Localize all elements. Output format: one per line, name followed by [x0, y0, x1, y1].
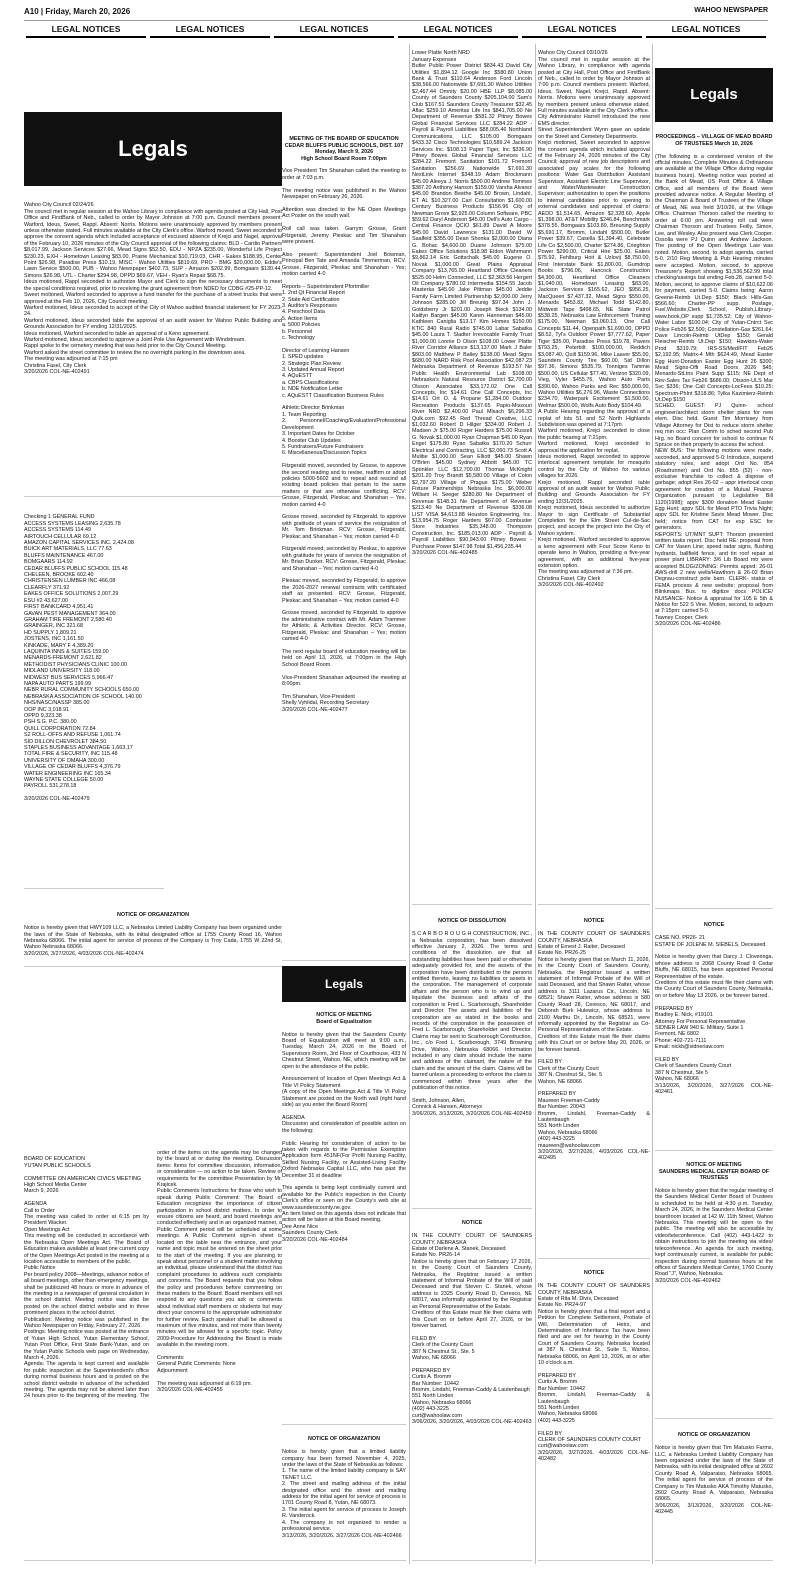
notice-body: Notice is hereby given that a limited liability company has been formed November 4, 2025, under the laws of the State of Nebraska as follows: 1. The name of the limited liability company is SAY TENET LLC. 2. The street and mailing address of the initial designated office and the street and mailing address for the initial agent for service of process is 1701 County Road 8, Yutan, NE 68073. 3. The initial agent for service of process is Joseph R. Vanderock. 4. The company is not organized to render a professional service. 3/13/2026, 3/20/2026, 3/27/2026 COL-NE-402466	[282, 1449, 406, 1539]
notice-mead-proceedings	[655, 128, 773, 909]
banner-label: LEGAL NOTICES	[398, 24, 518, 38]
banner-label: LEGAL NOTICES	[522, 24, 642, 38]
notice-body: Wahoo City Council 02/24/26 The council met in regular session at the Wahoo Library in compliance with agenda posted at City Hall, Post Office and FirstBank of Neb., called to order by Mayor Johnson at 7:00 p.m. Council members present: Warford, Ideus, Sweet, Rappl. Absent: Norris. Motions were unanimously approved by members present unless otherwise stated. Full minutes available at the City Clerk's office. Warford moved, Sweet seconded to approve the consent agenda which included acceptance of excused absence of Krejci and Nagel, approval of the February 10, 2026 minutes of the City Council approval of the following claims: BLD - Cardio Partners $8,017.99, Jackson Services $27.66, Mead Signs $52.50, EDU - NPZA $235.00, Wonderful Life Project $230.23, EXH - Hometown Leasing $83.00, Prairie Mechanical $10,719.03, CHR - Eakes $188.95, Center Point $26.98, Paradise Press $10.19, MISC - Wahoo Utilities $819.69, PRO - BMG $20,000.00, Eddie's Lawn Service $500.00, PUB - Wahoo Newspaper $402.73, SUP - Amazon $202.99, Bomgaars $130.44, Simons $26.98, UTL - Charter $294.98, OPPD $69.67, VEH - Ryan's Repair $68.75. Ideus motioned, Rappl seconded to authorize Mayor and Clerk to sign the necessary documents to meet the special conditions required, prior to receiving the grant agreement from NDED for CDBG #25-PP-12. Sweet motioned, Warford seconded to approve a fund transfer for the purchase of a street trucks that were approved at the Feb 10, 2026, City Council meeting. Warford motioned, Ideus seconded to accept of the City of Wahoo audited financial statement for FY 2023-24. Warford motioned, Ideus seconded table the approval of an audit waiver for Wahoo Public Building and Grounds Association for FY ending 12/31/2025. Ideus motioned, Warford seconded to table an approval of a Keno agreement. Warford motioned, Ideus seconded to approve a Joint Pole Use Agreement with Windstream. Rappl spoke to the cemetery meeting that was held prior to the City Council Meeting. Warford asked the street committee to review the no overnight parking in the downtown area. The meeting was adjourned at 7:15 pm Christina Fasel, City Clerk 3/20/2026 COL-NE-402491	[24, 202, 282, 375]
notice-wahoo-council-0310	[538, 44, 650, 905]
notice-body: IN THE COUNTY COURT OF SAUNDERS COUNTY, NEBRASKA Estate of Rita M. Divis, Deceased Estate No. PR24-97 Notice is hereby given that a final report and a Petition for Complete Settlement, Probate of Will, Determination of Heirs, and Determination of Inheritance Tax have been filed and are set for hearing in the County Court of Saunders County, Nebraska located at 387 N. Chestnut St., Suite 5, Wahoo, Nebraska 68066, on April 13, 2026, at or after 10 o'clock a.m. PREPARED BY Curtis A. Bromm Bar Number: 10442 Bromm, Lindahl, Freeman-Caddy & Lautenbaugh 551 North Linden Wahoo, Nebraska 68066 (402) 443-3225 FILED BY CLERK OF SAUNDERS COUNTY COURT curt@wahoolaw.com 3/20/2026, 3/27/2026, 4/03/2026 COL-NE-402482	[538, 1283, 650, 1463]
notice-say-tenet	[282, 1430, 406, 1561]
notice-body: Notice is hereby given that the Saunders County Board of Equalization will meet at 9:00 a.m., Tuesday, March 24, 2026 in the Board of Supervisors Room, 3rd Floor of Courthouse, 433 N Chestnut Street, Wahoo, NE, which meeting will be open to the attendance of the public. Announcement of location of Open Meetings Act & Title VI Policy Statement (A copy of the Open Meetings Act & Title VI Policy Statement are posted on the North wall (right hand side) as you enter the Board Room) AGENDA Discussion and consideration of possible action on the following: Public Hearing for consideration of action to be taken with regards to the Permissive Exemption Application form 451NF(For Profit Nursing Facility, Skilled Nursing Facility, or Assisted-Living Facility Oxford Nebraska Capital LLC, who has past the December 31 st deadline This agenda is being kept continually current and available for the Public's inspection in the County Clerk's office or seen on the County's web site at www.saunderscounty.ne.gov. An item listed on this agenda does not indicate that action will be taken at this Board meeting. Dee Anne Nice Saunders County Clerk 3/20/2026 COL-NE-402484	[282, 1031, 406, 1243]
notice-title: NOTICE OF ORGANIZATION	[307, 1436, 381, 1443]
notice-body: Checking 1 GENERAL FUND ACCESS SYSTEMS LEASING 2,635.78 ACCESS SYSTEMS 114.49 AIRTOUCH CELLULAR 69.12 AMAZON CAPITAL SERVICES INC. 2,424.08 BUICK ART MATERIALS, LLC 77.63 BLUFFS MAINTENANCE 467.00 BOMGAARS 114.92 CEDAR BLUFFS PUBLIC SCHOOL 115.48 CHELEEN, BROOKE 602.40 CHRISTENSEN LUMBER INC 466.08 CLEARFLY 371.92 EAKES OFFICE SOLUTIONS 2,007.29 ESU #2 43,627.00 FIRST BANKCARD 4,951.41 GAVAN PEST MANAGEMENT 364.00 GRAHAM TIRE FREMONT 2,580.40 GRAINGER, INC 321.68 HD SUPPLY 1,809.21 JOSTENS, INC 1,161.50 KINKADE, MARY F 4,389.20 LAQUINTA INNS & SUITES 159.00 MENARDS-FREMONT 2,621.82 METHODIST PHYSICIANS CLINIC 100.00 MIDLAND UNIVERSITY 118.00 MIDWEST BUS SERVICES 5,966.47 NAPA AUTO PARTS 199.99 NEBR RURAL COMMUNITY SCHOOLS 650.00 NEBRASKA ASSOCIATION OF SCHOOL 140.00 NHS/NASC/NASSP 385.00 OOP INC 3,018.91 OPPD 9,323.38 PSH S.G. P.C. 380.00 QUILL CORPORATION 72.84 S2 ROLL-OFFS AND REFUSE 1,061.74 SID DILLON CHEVROLET 384.50 STAPLES BUSINESS ADVANTAGE 1,663.17 TOTAL FIRE & SECURITY, INC 115.48 UNIVERSITY OF OMAHA 300.00 VILLAGE OF CEDAR BLUFFS 4,376.79 WATER ENGINEERING INC 165.34 WAYNE STATE COLLEGE 50.00 PAYROLL 531,278.18 3/20/2026 COL-NE-402479	[24, 514, 142, 803]
notice-body: Notice is hereby given that Tim Matusko Farms, LLC, a Nebraska Limited Liability Company has been organized under the laws of the State of Nebraska, with its initial designated office at 2602 County Road A, Valparaiso, Nebraska 68065. The initial agent for service of process of the Company is Tim Matusko AKA Timothy Matusko, 2602 County Road A, Valparaiso, Nebraska 68065. 3/06/2026, 3/13/2026, 3/20/2026 COL-NE-402445	[655, 1445, 773, 1516]
column-divider	[535, 44, 536, 1564]
banner-label: LEGAL NOTICES	[150, 24, 270, 38]
notice-cedar-bluffs-board	[282, 130, 406, 961]
notice-title: NOTICE	[583, 1270, 605, 1277]
notice-wahoo-council-0224	[24, 196, 282, 497]
banner-label: LEGAL NOTICES	[274, 24, 394, 38]
publication-name: WAHOO NEWSPAPER	[694, 7, 768, 14]
notice-raiter-estate	[538, 912, 650, 1259]
notice-title: NOTICE OF MEETING Board of Equalization	[316, 1012, 372, 1025]
notice-body: IN THE COUNTY COURT OF SAUNDERS COUNTY, NEBRASKA Estate of Ernest J. Raiter, Deceased Estate No. PR26-25 Notice is hereby given that on March 11, 2026, in the County Court of Saunders County, Nebraska, the Registrar issued a written statement of Informal Probate of the Will of said Deceased, and that Shawn Raiter, whose address is 3111 Lazarus Cir., Lincoln, NE 68521; Shawn Raiter, whose address is 580 County Road 28, Ceresco, NE 68017, and Deborah Burk Hulewicz, whose address is 2100 Marthu Dr., Lincoln, NE 68521, were informally appointed by the Registrar as Co-Personal Representatives of the Estate. Creditors of this Estate must file their claims with this Court on or before May 20, 2026, or be forever barred. FILED BY Clerk of the County Court 387 N. Chestnut St., Ste. 5 Wahoo, NE 68066 PREPARED BY Maureen Freeman-Caddy Bar Number: 20043 Bromm, Lindahl, Freeman-Caddy & Lautenbaugh 551 North Linden Wahoo, Nebraska 68066 (402) 443-3225 maureen@wahoolaw.com 3/20/2026, 3/27/2026, 4/03/2026 COL-NE-402495	[538, 931, 650, 1162]
notice-divis-estate	[538, 1264, 650, 1561]
notice-body: S C A R B O R O U G H CONSTRUCTION, INC., a Nebraska corporation, has been dissolved effective January 2, 2026. The terms and conditions of the dissolution are that all outstanding liabilities have been paid or otherwise adequately provided for, and the assets of the corporation have been distributed to the persons entitled thereto, leaving no liabilities or assets in the corporation. The management of corporate affairs and the person who is to wind up and liquidate the business and affairs of the corporation is Fred L. Scarborough, Shareholder and Director. The assets and liabilities of the corporation are as stated in the books and records of the corporation in the possession of Fred L. Scarborough, Shareholder and Director. Claims may be sent to Scarborough Construction, Inc., c/o Fred L. Scarborough, 3749 Browning Drive, Wahoo, Nebraska 68066. Information included in any claim should include the name and address of the claimant, the nature of the claim and the amount of the claim. Claims will be barred unless a proceeding to enforce the claim is commenced within three years after the publication of this notice. Smith, Johnson, Allen, Connick & Hansen, Attorneys 3/06/2026, 3/13/2026, 3/20/2026 COL-NE-402459	[412, 931, 532, 1117]
notice-title: PROCEEDINGS – VILLAGE OF MEAD BOARD OF TRUSTEES March 10, 2026	[655, 134, 773, 147]
notice-title: NOTICE	[583, 918, 605, 925]
notice-body: Notice is hereby given that HWY109 LLC, a Nebraska Limited Liability Company has been organized under the laws of the State of Nebraska, with its initial designated office at 1755 County Road 16, Wahoo Nebraska 68066. The initial agent for service of process of the Company is Troy Cada, 1755 W 22nd St, Wahoo Nebraska 68066. 3/20/2026, 3/27/2026, 4/03/2026 COL-NE-402474	[24, 925, 282, 957]
notice-title: NOTICE OF MEETING SAUNDERS MEDICAL CENTER BOARD OF TRUSTEES	[658, 1162, 770, 1182]
notice-school-claims	[24, 508, 164, 889]
notice-body: Lower Platte North NRD January Expenses Butler Public Power District $834.43 David City Utilities $1,894.12 Google Inc $580.80 Union Bank & Trust $110.64 Anderson Ford Lincoln $38,566.00 Nationwide $7,691.30 Wahoo Utilities $2,467.44 Omnity $20.00 HBE LLP $8,085.00 County of Saunders County $205,104.00 Sam's Club $167.51 Saunders County Treasurer $32.45 Aflac $259.10 Ameritas Life Ins $841,705.00 Ne Department of Revenue $581.32 Pitney Bowes Global Financial Services LLC $284.22 ADP - Payroll & Payroll Liabilities $88,005.46 Northland Communications, LLC $105.00 Bomgaars $433.32 Cisco Technologies $10,589.24 Jackson Services Inc. $108.13 Paper Tiger, Inc $336.90 Pitney Bowes Global Financial Services LLC $284.22 Fremont Sanitation $101.72 Fremont Sanitation $256.69 Nationwide $7,691.30 NextLink Internet $348.19 Adam Brockmann $45.00 Aleeya J. Norris $500.00 Andrew Tommes $387.20 Anthony Hanson $159.00 Varsha Alvarez $45.00 Brandon Beethe $45.00 Brown, Lindahl, ET AL $10,327.00 Carl Consultation $1,600.00 Century Business Products $156.96 City of Newman Grove $2,925.00 Column Software, PBC $59.62 Daryl Anderson $45.00 Dell's Auto Cargo - Central Finance QCIO $61.89 David A Moore $45.00 David Lawrence $131.00 David W Saalfeld $355.00 Dean Shonka $2,000.00 Diana G. Bohac $4,600.00 Duane Johnson $75.00 Eakes Office Solutions $18.98 Eldon Wahrmann $9,862.14 Eric Gottschalk $45.00 Eugene O. Novak $1,000.00 Great Plains Appraisal Company $13,765.00 Heartland Office Cleaners $525.00 Helm Connected, LLC $2,363.56 Hergert Oil Company $780.02 Intermedia $154.55 Jacob Masterka $45.00 Jake Pittman $45.00 Jeddie Family Farm Limited Partnership $2,000.00 Jerry Johnson $285.00 Jill Breunig $97.34 John J. Goldsberry Jr $201.00 Joseph Bieck $134.00 Kaitlyn Bargen $45.00 Karen Hanneman $45.00 Kathleen Caniglia $13.17 Kim Homes $150.00 KTIC 840 Rural Radio $745.00 Labar Sabatka $45.00 Laura T. Sladter Irrevocable Family Trust $1,000.00 Lonnie D Olson $108.00 Lower Platte River Corridor Alliance $13,137.00 Mark J Baler $803.00 Matthew P Bailey $138.00 Mead Signs $680.00 NARD Risk Pool Association $42,087.23 Nebraska Department of Revenue $193.57 Ne Public Health Environmental Lab $108.00 Nebraska's Natural Resource District $2,700.00 Olsson Associates $33,172.02 One Call Concepts, Inc $14.61 One Call Concepts, Inc $14.61 Ort O. & Propane $1,284.00 Outdoor Recreation Products $137.65 Papio-Missouri River NRD $2,400.00 Paul Mlsach $6,296.33 Qulk.com $92.45 Red Thread Creative, LLC $1,032.60 Robert D Hilger $334.00 Robert J. Madsen Jr $75.00 Roger Harders $75.00 Russell G. Novak $1,000.00 Ryan Chapman $45.00 Ryan Engel $175.80 Ryan Sabatka $170.20 Schurr Electrical and Contracting, LLC $2,060.73 Scott A Mulitie $1,000.00 Sean Elliott $45.00 Shawn O'Brien $45.00 Sydney Abbott $45.00 TC Sprinkler LLC $12,700.00 Thomas McKnight $201.20 Troy Brandt $5,580.00 Village of Colon $2,797.20 Village of Prague $175.00 Weber Fixture Partnerships Nebraska Inc. $6,000.00 William H. Seeger $280.80 Ne Department of Revenue $148.31 Ne Department of Revenue $213.40 Ne Department of Revenue $336.08 LIST VISA $4,613.88 Houston Engineering, Inc. $13,954.75 Roger Harders $67.00 Combuster Store Industries $35,348.00 Thompson Construction, Inc. $185,013.00 ADP - Payroll & Payroll Liabilities $90,943.60 Pitney Bowes - Purchase Power $147.98 Total $1,456,235.44 3/20/2026 COL-NE-402485	[412, 50, 532, 557]
notice-siebels-estate	[655, 916, 773, 1151]
page-header	[24, 6, 768, 21]
page-label: A10 | Friday, March 20, 2026	[24, 7, 131, 16]
legals-heading: Legals	[282, 966, 406, 1002]
notice-body: CASE NO. PR26- 21 ESTATE OF JOLENE M. SIEBELS, Deceased. Notice is hereby given that Darcy J. Cloveringa, whose address is 2068 County Road 9 Cedar Bluffs, NE 68015, has been appointed Personal Representative of the estate. Creditors of this estate must file their claims with the County Court of Saunders County, Nebraska, on or before May 13 2026, or be forever barred. PREPARED BY Bradley E. Nick, #19101 Attorney For Personal Representative SIDNER LAW 940 E. Military, Suite 1 Fremont, NE 6802 Phone: 402-721-7111 Email: nickb@sidnerlaw.com FILED BY Clerk of Saunders County Court 387 N Chestnut, Ste 5 Wahoo, NE 68066 3/13/2026, 3/20/2026, 3/27/2026 COL-NE-402461	[655, 935, 773, 1095]
notice-title: NOTICE	[703, 922, 725, 929]
column-divider	[409, 44, 410, 1564]
notice-title: NOTICE OF ORGANIZATION	[677, 1432, 751, 1439]
notice-title: NOTICE OF DISSOLUTION	[438, 918, 506, 925]
notice-matusko-farms	[655, 1426, 773, 1561]
banner-label: LEGAL NOTICES	[26, 24, 146, 38]
notice-body: Notice is hereby given that the regular meeting of the Saunders Medical Center Board of Trustees is scheduled to be held at 4:30 p.m. Tuesday, March 24, 2026, in the Saunders Medical Center boardroom located at 142 W. 11th Street, Wahoo Nebraska. This meeting will be open to the public. The meeting will also be accessible by video/teleconference. Call (402) 443-1422 to obtain instructions to join the meeting via video/ teleconference. An agenda for such meeting, kept continuously current, is available for public inspection during normal business hours at the offices of Saunders Medical Center, 1760 County Road "J", Wahoo, Nebraska. 3/20/2026 COL-NE-402462	[655, 1188, 773, 1284]
notice-scarborough-dissolution	[412, 912, 532, 1209]
notice-board-of-equalization	[282, 1006, 406, 1425]
notice-title: MEETING OF THE BOARD OF EDUCATION CEDAR BLUFFS PUBLIC SCHOOLS, DIST. 107 Monday, March 9, 2026 High School Board Room 7:00pm	[284, 136, 404, 162]
legals-heading: Legals	[655, 68, 773, 122]
legals-heading: Legals	[24, 112, 282, 186]
notice-yutan-board	[24, 1150, 282, 1561]
notice-body: BOARD OF EDUCATION YUTAN PUBLIC SCHOOLS COMMITTEE ON AMERICAN CIVICS MEETING High School Media Center March 9, 2026 AGENDA Call to Order The meeting was called to order at 6:15 pm by President Wacker. Open Meetings Act This meeting will be conducted in accordance with the Nebraska Open Meetings Act. The Board of Education makes available at least one current copy of the Open Meetings Act posted in the meeting at a location accessible to members of the public. Public Notice Per board policy 2008—Meetings, advance notice of all board meetings, other than emergency meetings, shall be publicized 48 hours or more in advance of the meeting in a newspaper of general circulation in the school district. Meeting notice was also be posted on the school district website and in three prominent places in the school district. Publication: Meeting notice was published in the Wahoo Newspaper on Friday, February 27, 2026. Postings: Meeting notice was posted at the entrance of Yutan High School, Yutan Elementary School, Yutan Post Office, First State Bank-Yutan, and on the Yutan Public Schools web page on Wednesday, March 4, 2026. Agenda: The agenda is kept current and available for public inspection at the Superintendent's office during normal business hours and is posted on the school district website in advance of the scheduled meeting. The agenda may not be altered later than 24 hours prior to the beginning of the meeting. The order of the items on the agenda may be changed by the board at or during the meeting. Discussion items: Items for committee discussion, information, or consideration — no action to be taken. Review of requirements for the committee Presentation by Mr. Krajicek. Public Comments Instructions for those who wish to speak during Public Comment: The Board of Education recognizes the importance of citizen participation in school district matters. In order to ensure citizens are heard, and board meetings are conducted effectively and in an organized manner, a Public Comment period will be scheduled at some meetings. A Public Comment sign-in sheet is located on the table near the entrance, and your name and topic must be entered on the sheet prior to the start of the meeting. If you are planning to speak about personnel or a student matter involving an individual, please understand that the district has complaint procedures to address such complaints and concerns. The Board requests that you follow the policy and procedures before commenting on these matters to the Board. Board members will not respond to any questions you ask or comments about individual staff members or students but may direct your concerns to the appropriate administrator for further review. Each speaker shall be allowed a maximum of five minutes, and not more than twenty minutes will be allowed for a specific topic. Policy 2009-Procedure for Addressing the Board is made available in the meeting room. Comments: General Public Comments: None Adjournment The meeting was adjourned at 6:19 pm. 3/20/2026 COL-NE-402455	[24, 1150, 282, 1400]
legal-notices-banner	[24, 24, 768, 38]
banner-label: LEGAL NOTICES	[646, 24, 766, 38]
notice-body: (The following is a condensed version of the official minutes. Complete Minutes & Ordinances are available at the Village Office during regular business hours). Meeting notice was posted at the Bank of Mead, US Post Office & Village Office, and all members of the Board were provided advance notice. A Regular Meeting of the Chairman & Board of Trustees of the Village of Mead, NE was held 3/10/26, at the Village Office. Chairman Thorson called the meeting to order at 6:00 pm. Answering roll call were Chairman Thorson and Trustees Feilly, Simon, Lee, and Wesley. Also present was Clerk Cooper. Ossolla were PJ Quinn and Andrew Jackson. The posting of the Open Meetings Law was noted. Motion, second, to adopt agenda, carried 5-0. 2/10 Reg Meeting & Pub Hearing minutes were accepted. Motion, second, to approve Treasurer's Report showing $1,536,562.99 total checking/savings bal ending Feb.28, carried 5-0. Motion, second, to approve claims of $10,622.06 for payment, carried 5-0. Claims being: Aaron Greene-Reimb Ut.Dep $150; Black Hills-Gas $566.60; Charter-PP supp. Postage, Fuel,Website,Clerk School, Publish,Library-www.book,OP supp $1,735.52; City of Wahoo-Water Labor $100.04; City of Yutan-Cntrct Svc Police Feb26 $2,500; Constellation-Gas $261.64; Dave Lincoln-Reimb UtDep $150; Gerald Fleischer-Reimb Ut.Dep $150; Hawkins-Water Prod $319.79; IRS-SS/Med/FIT Feb26 $2,192.95; Matrix-4 Mth $624.49, Mead Easter Egg Hunt-Donation Easter Egg Hunt 26 $300; Mead Signs-Offi Road Doors 2026 $45; Menards-StLtns Paint Supp $115; NE Dept of Rev-Sales Tax Feb26 $686.00; Olsson-ULS Mar Svc $336; One Call Concepts-LocFees $10.25; Spectrum-PhInt $318.86; Tylka Kazimierz-Reimb Ut.Dep $150 SCHED. GUEST: PJ Quinn- school engineer/architect storm shelter plans for new elem. Disc held. Guest Tim Morrissey from Village Attorney for Dist to reduce storm shelter req min occ: Plan Comm to sched second Pub Hrg. no Board concern for school to continue N Spruce on their property to access the school. NEW BUS: The following motions were made, seconded, and approved 5-0: Introduce, suspend statutory rules, and adopt Ord No. 854 (Roadrunner) and Ord No. 855 (52) - non-exclusive franchise to collect & dispose of garbage; adopt Res 26-02 – appr interlocal coop agreement for creation of a Mutual Finance Organization pursuant to Legislative Bill 1120(1998); appv $300 donation Mead Easter Egg Hunt; appv SDL for Mead PTO Trivia Night; appv SDL for Kristine Savis Mead Mower. Disc held; notice from CAT for exp ESC for generators. REPORTS: UT/MNT SUPT: Thorson presented written tasks report. Disc held RE: proposal from CAT for Vasen Line; speed radar signs, flushing hydrants, ballfield fence, and tin roof repair at power plant LIBRARY: 3/6 Lib Board mtr were accepted BLDG/ZONING: Permits appvd: 26-01 AWS-drill 2 new wells/Hawthorn & 26-02 Brian Degnau-construct pole barn. CLERK- status of FEMA process & new website; proposal from Blinkmaps Bus. to digitize docs POLICE/ NUISANCE- Notice & appraisal for 105 E 5th & Notice for 522 S Vine. Motion, second, to adjourn at 7:15pm: carried 5-0. Tawney Cooper, Clerk 3/20/2026 COL-NE-402486	[655, 153, 773, 628]
notice-body: Wahoo City Council 03/10/26 The council met in regular session at the Wahoo Library, in compliance with agenda posted at City Hall, Post Office and FirstBank of Neb., called to order by Mayor Johnson at 7:00 p.m. Council members present: Warford, Ideus, Sweet, Nagel, Krejci, Rappl. Absent: Norris. Motions were unanimously approved by members present unless otherwise stated. Full minutes available at the City Clerk's office. City Administrator Harrell introduced the new EMS director. Street Superintendent Wynn gave an update on the Street and Cemetery Departments. Krejci motioned, Sweet seconded to approve the consent agenda which included approval of the February 24, 2026 minutes of the City Council; approval of new job descriptions and associated pay scales for the following positions: Water Gas Distribution Assistant Supervisor, Assistant Electric Line Supervisor, and Water/Wastewater Construction Supervisor; authorization to open the positions to internal candidates prior to opening to external candidates and approval of claims: AEDD $1,514.65, Amazon $2,328.60, Apple $1,398.00, AT&T Mobility $246.84, Benchmark $378.55, Bomgaars $103.89, Breuning Supply $5,691.17, Bromm, Lindahl $500.00, Butler Power $39.67, Casella $1,394.40, Celebrate Life Co $2,500.00, Charter $274.86, Crieghton Power $290.00, Critical Hire $25.00, Eakes $75.92, Fehlburg Hoit & Uzlovij $8,750.00, First Interstate Bank $1,800.00, Gumdrop Books $796.06, Hancock Construction $4,300.00, Heartland Office Cleaners $1,040.00, Hometown Leasing $83.00, Jackson Services $165.62, JEO $956.25, MacQueen $7,437.32, Mead Signs $550.00, Menards $453.82, Michael Todd $142.80, Midwest Tape $498.65, NE State Patrol $538.25, Nebraska Law Enforcement Training $175.00, Neeman $3,060.13, One Call Concepts $11.44, Openpath $1,690.00, OPPD $8.52, Tyl's Outdoor Power $7,777.62, Paper Tiger $35.00, Paradise Press $19.78, Pavers $793.25, Peterbilt $100,000.00, Reddich $3,087.40, Quill $159.96, Mike Laaver $55.00, Saunders County Tire $60.00, Sid Dillon $97.36, Simons $535.79, Tonniges Tammie $500.00, US Cellular $77.40, Verizon $320.09, Vieg, Vyler $455.76, Wahoo Auto Parts $390.60, Wahoo Parks and Rec $50,000.00, Wahoo Utilities $6,276.96, Waste Connections $234.70, Waterpark Excitement $1,500.00, Welmar $500.00, Wolfs Auto Body $104.49. A Public Hearing regarding the approval of a replat of lots 51 and 52 North Highlands Subdivision was opened at 7:17pm. Warford motioned, Krejci seconded to close the public hearing at 7:21pm. Warford motioned, Krejci seconded to approval the application for replat. Ideus motioned, Rappl seconded to approve interlocal agreement template for mosquito control by the City of Wahoo for various villages for 2026. Krejci motioned, Rappl seconded table approval of an audit waiver for Wahoo Public Building and Grounds Association for FY ending 12/31/2025. Krejci motioned, Ideus seconded to authorize Mayor to sign Certificate of Substantial Completion for the Elm Street Cul-de-Sac project, and accept the project into the City of Wahoo system. Krejci motioned, Warford seconded to approve a keno agreement with Four Score Keno to operate keno in Wahoo, providing a five-year agreement, with an additional five-year extension option. The meeting was adjourned at 7:36 pm. Christina Fasel, City Clerk 3/20/2026 COL-NE-402492	[538, 50, 650, 589]
column-divider	[652, 44, 653, 1564]
notice-hwy109	[24, 906, 282, 967]
notice-title: NOTICE	[461, 1220, 483, 1227]
notice-body: Vice President Tim Shanahan called the meeting to order at 7:03 p.m. The meeting notice was published in the Wahoo Newspaper on February 26, 2026. Attention was directed to the NE Open Meetings Act Poster on the south wall. Roll call was taken. Garrym Grosse, Grant Fitzgerald, Jeremy Pleskac and Tim Shanahan were present. Also present: Superintendent Joel Bowman, Principal Ben Tate and Amanda Timmerman, RCV. Grosse, Fitzgerald, Pleskac and Shanahan - Yes; motion carried 4-0 Reports – Superintendent Pfortmiller 1. 2nd Qt Financial Report 2. State Aid Certification 3. Auditor's Responses 4. Preschool Data 5. Action Items a. 5000 Policies b. Personnel c. Technology Director of Learning Hansen 1. SPED updates 2. Strategic Plan Review 3. Updated Annual Report 4. AQuESTT a. CBPS Classifications b. NDE Notification Letter c. AQuESTT Classification Business Rules Athletic Director Brinkman 1. Team Reporting 2. Personnel/Coaching/Evaluation/Professional Development 3. Important Dates for October 4. Booster Club Updates 5. Fundraisers/Future Fundraisers 6. Miscellaneous/Discussion Topics Fitzgerald moved, seconded by Grosse, to approve the second reading and to revise, reaffirm or adopt policies 5000-5602 and to repeal and rescind all existing board policies that pertain to the same matters or that are otherwise conflicting. RCV: Grosse, Fitzgerald, Pleskac and Shanahan – Yes, motion carried 4-0 Grosse moved, seconded by Fitzgerald, to approve with gratitude of years of service the resignation of Mr. Tom Brinkman. RCV: Grosse, Fitzgerald, Pleskac and Shanahan – Yes; motion carried 4-0 Fitzgerald moved, seconded by Pleskac, to approve with gratitude for years of service the resignation of Mr. Brian Dunker. RCV: Grosse, Fitzgerald, Pleskac and Shanahan – Yes; motion carried 4-0 Pleskac moved, seconded by Fitzgerald, to approve the 2026-2027 renewal contracts with certificated staff as presented. RCV: Grosse, Fitzgerald, Pleskac and Shanahan – Yes; motion carried 4-0 Grosse moved, seconded by Fitzgerald, to approve the administrative contract with Mr. Adam Trammer for Athletic & Activities Director. RCV: Grosse, Fitzgerald, Pleskac and Shanahan – Yes; motion carried 4-0 The next regular board of education meeting will be held on April 13, 2026, at 7:00pm in the High School Board Room. Vice-President Shanahan adjourned the meeting at 8:00pm. Tim Shanahan, Vice-President Shelly Vyhlidal, Recording Secretary 3/20/2026 COL-NE-402477	[282, 168, 406, 713]
notice-lower-platte-nrd	[412, 44, 532, 905]
notice-stanek-estate	[412, 1214, 532, 1561]
notice-title: NOTICE OF ORGANIZATION	[116, 912, 190, 919]
notice-saunders-medical	[655, 1156, 773, 1419]
notice-body: IN THE COUNTY COURT OF SAUNDERS COUNTY, NEBRASKA Estate of Darlene A. Stanek, Deceased Estate No. PR26-14 Notice is hereby given that on February 17 2026, in the County Court of Saunders County, Nebraska, the Registrar issued a written statement of Informal Probate of the Will of said Deceased and that Steven C. Stanek, whose address is 2325 County Road D, Ceresco, NE 68017, was informally appointed by the Registrar as Personal Representative of the Estate. Creditors of this Estate must file their claims with this Court on or before April 27, 2026, or be forever barred. FILED BY Clerk of the County Court 387 N Chestnut St., Ste. 5 Wahoo, NE 68066 PREPARED BY Curtis A. Bromm Bar Number: 10442 Bromm, Lindahl, Freeman-Caddy & Lautenbaugh 551 North Linden Wahoo, Nebraska 68066 (402) 443-3225 curt@wahoolaw.com 3/06/2026, 3/20/2026, 4/03/2026 COL-NE-402463	[412, 1233, 532, 1425]
